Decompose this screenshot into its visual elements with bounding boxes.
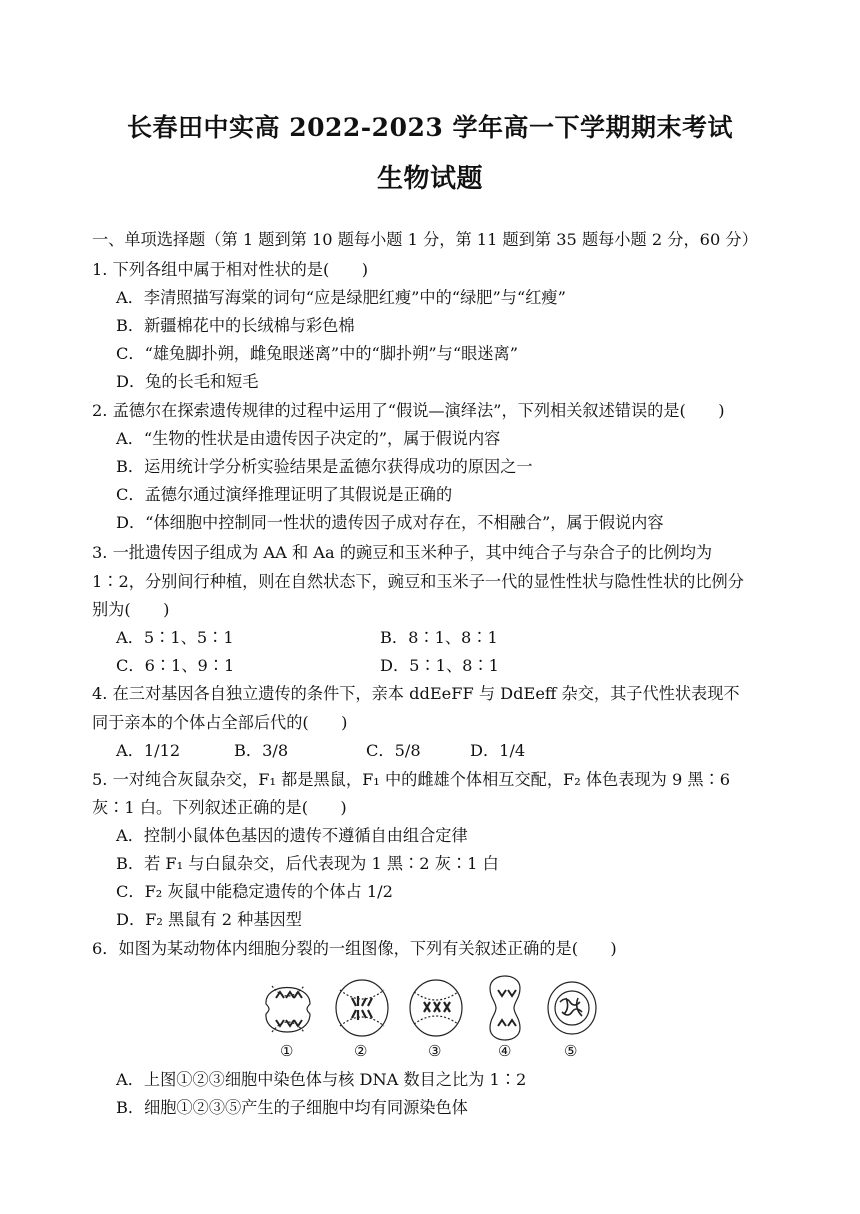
question-2-option-c: C．孟德尔通过演绎推理证明了其假说是正确的 xyxy=(116,485,453,504)
exam-title: 长春田中实高 2022-2023 学年高一下学期期末考试 xyxy=(127,113,733,142)
cell-1-diagram xyxy=(266,986,310,1032)
cell-4-diagram xyxy=(490,976,520,1040)
question-4-option-a: A．1/12 xyxy=(116,741,181,760)
section-heading: 一、单项选择题（第 1 题到第 10 题每小题 1 分，第 11 题到第 35 题每小题 2 分，60 分） xyxy=(92,230,758,249)
question-3-option-a: A．5∶1、5∶1 xyxy=(116,628,234,647)
question-2-option-a: A．“生物的性状是由遗传因子决定的”，属于假说内容 xyxy=(116,429,501,448)
question-1-option-d: D．兔的长毛和短毛 xyxy=(116,372,259,391)
question-1-option-b: B．新疆棉花中的长绒棉与彩色棉 xyxy=(116,316,355,335)
question-6-option-b: B．细胞①②③⑤产生的子细胞中均有同源染色体 xyxy=(116,1098,468,1117)
question-3-stem-line-2: 1∶2，分别间行种植，则在自然状态下，豌豆和玉米子一代的显性性状与隐性性状的比例分 xyxy=(92,572,744,591)
question-1-stem: 1. 下列各组中属于相对性状的是( ) xyxy=(92,260,369,279)
figure-label-1: ① xyxy=(280,1042,294,1060)
question-3-stem-line-3: 别为( ) xyxy=(92,600,170,619)
question-2-option-d: D．“体细胞中控制同一性状的遗传因子成对存在，不相融合”，属于假说内容 xyxy=(116,513,664,532)
question-5-option-a: A．控制小鼠体色基因的遗传不遵循自由组合定律 xyxy=(116,826,468,845)
question-6-stem: 6．如图为某动物体内细胞分裂的一组图像，下列有关叙述正确的是( ) xyxy=(92,939,617,958)
question-6-option-a: A．上图①②③细胞中染色体与核 DNA 数目之比为 1∶2 xyxy=(116,1070,527,1089)
cell-5-diagram xyxy=(548,982,596,1034)
question-1-option-c: C．“雄兔脚扑朔，雌兔眼迷离”中的“脚扑朔”与“眼迷离” xyxy=(116,344,518,363)
question-4-option-c: C．5/8 xyxy=(366,741,421,760)
question-1-option-a: A．李清照描写海棠的词句“应是绿肥红瘦”中的“绿肥”与“红瘦” xyxy=(116,288,566,307)
cell-2-diagram xyxy=(336,980,388,1036)
figure-label-5: ⑤ xyxy=(564,1042,578,1060)
question-3-option-d: D．5∶1、8∶1 xyxy=(380,656,499,675)
question-4-option-d: D．1/4 xyxy=(470,741,526,760)
question-4-option-b: B．3/8 xyxy=(234,741,289,760)
exam-subtitle: 生物试题 xyxy=(376,164,483,194)
question-2-stem: 2. 孟德尔在探索遗传规律的过程中运用了“假说—演绎法”，下列相关叙述错误的是( ) xyxy=(92,401,725,420)
question-3-option-c: C．6∶1、9∶1 xyxy=(116,656,235,675)
question-5-option-d: D．F₂ 黑鼠有 2 种基因型 xyxy=(116,910,302,929)
cell-division-figure xyxy=(258,968,598,1060)
figure-label-2: ② xyxy=(354,1042,368,1060)
figure-label-4: ④ xyxy=(498,1042,512,1060)
question-3-option-b: B．8∶1、8∶1 xyxy=(380,628,498,647)
cell-3-diagram xyxy=(410,980,462,1036)
question-2-option-b: B．运用统计学分析实验结果是孟德尔获得成功的原因之一 xyxy=(116,457,533,476)
question-4-stem-line-2: 同于亲本的个体占全部后代的( ) xyxy=(92,713,348,732)
question-5-stem-line-1: 5. 一对纯合灰鼠杂交，F₁ 都是黑鼠，F₁ 中的雌雄个体相互交配，F₂ 体色表现为 9 黑∶6 xyxy=(92,770,731,789)
question-4-stem-line-1: 4. 在三对基因各自独立遗传的条件下，亲本 ddEeFF 与 DdEeff 杂交，其子代性状表现不 xyxy=(92,684,740,703)
question-3-stem-line-1: 3. 一批遗传因子组成为 AA 和 Aa 的豌豆和玉米种子，其中纯合子与杂合子的比例均为 xyxy=(92,543,713,562)
question-5-stem-line-2: 灰∶1 白。下列叙述正确的是( ) xyxy=(92,798,347,817)
question-5-option-b: B．若 F₁ 与白鼠杂交，后代表现为 1 黑∶2 灰∶1 白 xyxy=(116,854,499,873)
figure-label-3: ③ xyxy=(428,1042,442,1060)
question-5-option-c: C．F₂ 灰鼠中能稳定遗传的个体占 1/2 xyxy=(116,882,393,901)
